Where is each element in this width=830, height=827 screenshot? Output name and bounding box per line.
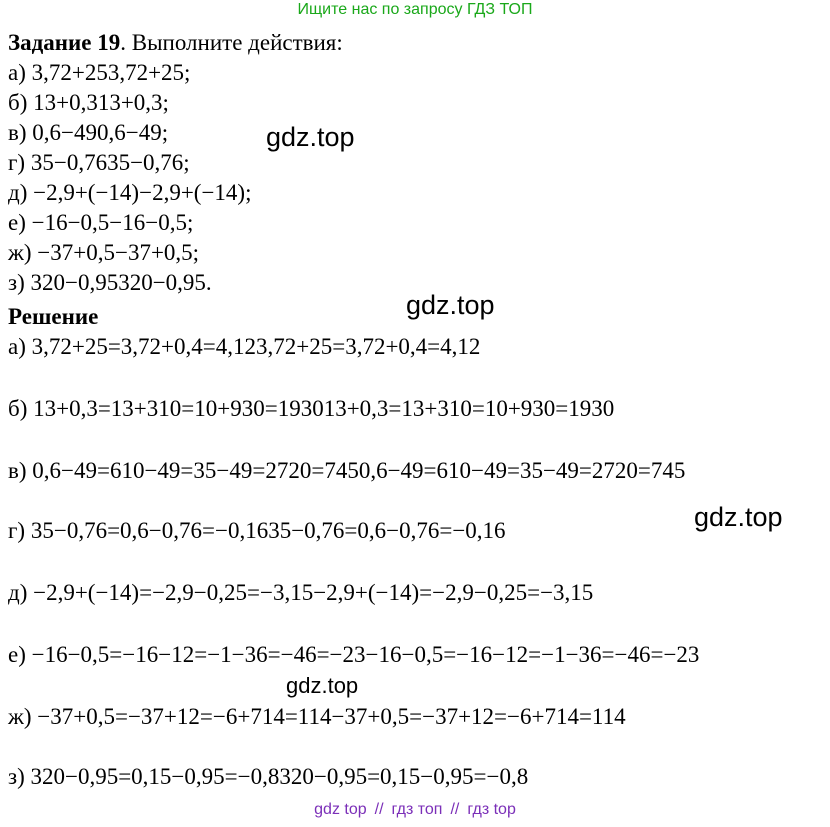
- footer-link[interactable]: gdz top: [314, 801, 367, 818]
- task-item: з) 320−0,95320−0,95.: [8, 270, 212, 295]
- task-item: г) 35−0,7635−0,76;: [8, 150, 190, 175]
- task-item: д) −2,9+(−14)−2,9+(−14);: [8, 180, 252, 205]
- watermark: gdz.top: [286, 673, 359, 698]
- footer-separator: //: [450, 801, 460, 818]
- solution-line: д) −2,9+(−14)=−2,9−0,25=−3,15−2,9+(−14)=−2,9−0,25=−3,15: [8, 580, 594, 605]
- task-item: а) 3,72+253,72+25;: [8, 60, 191, 85]
- watermark: gdz.top: [406, 290, 495, 320]
- watermark: gdz.top: [266, 122, 355, 152]
- task-title-rest: . Выполните действия:: [120, 30, 343, 55]
- top-search-hint[interactable]: Ищите нас по запросу ГДЗ ТОП: [297, 1, 533, 18]
- footer-separator: //: [374, 801, 384, 818]
- task-item: в) 0,6−490,6−49;: [8, 120, 169, 145]
- footer-link[interactable]: гдз top: [467, 801, 516, 818]
- task-item: б) 13+0,313+0,3;: [8, 90, 169, 115]
- footer-link[interactable]: гдз топ: [391, 801, 443, 818]
- solution-line: а) 3,72+25=3,72+0,4=4,123,72+25=3,72+0,4=4,12: [8, 334, 481, 359]
- solution-line: г) 35−0,76=0,6−0,76=−0,1635−0,76=0,6−0,76=−0,16: [8, 518, 506, 543]
- solution-heading: Решение: [8, 304, 99, 329]
- solution-line: з) 320−0,95=0,15−0,95=−0,8320−0,95=0,15−0,95=−0,8: [8, 764, 529, 789]
- solution-line: б) 13+0,3=13+310=10+930=193013+0,3=13+310=10+930=1930: [8, 396, 615, 421]
- solution-line: в) 0,6−49=610−49=35−49=2720=7450,6−49=610−49=35−49=2720=745: [8, 458, 686, 483]
- task-title: [8, 28, 343, 58]
- task-title-bold: Задание 19: [8, 30, 121, 55]
- solution-line: ж) −37+0,5=−37+12=−6+714=114−37+0,5=−37+12=−6+714=114: [8, 704, 626, 729]
- watermark: gdz.top: [694, 502, 783, 532]
- solution-line: е) −16−0,5=−16−12=−1−36=−46=−23−16−0,5=−16−12=−1−36=−46=−23: [8, 642, 700, 667]
- task-item: ж) −37+0,5−37+0,5;: [8, 240, 200, 265]
- task-item: е) −16−0,5−16−0,5;: [8, 210, 194, 235]
- footer-links: [0, 801, 830, 819]
